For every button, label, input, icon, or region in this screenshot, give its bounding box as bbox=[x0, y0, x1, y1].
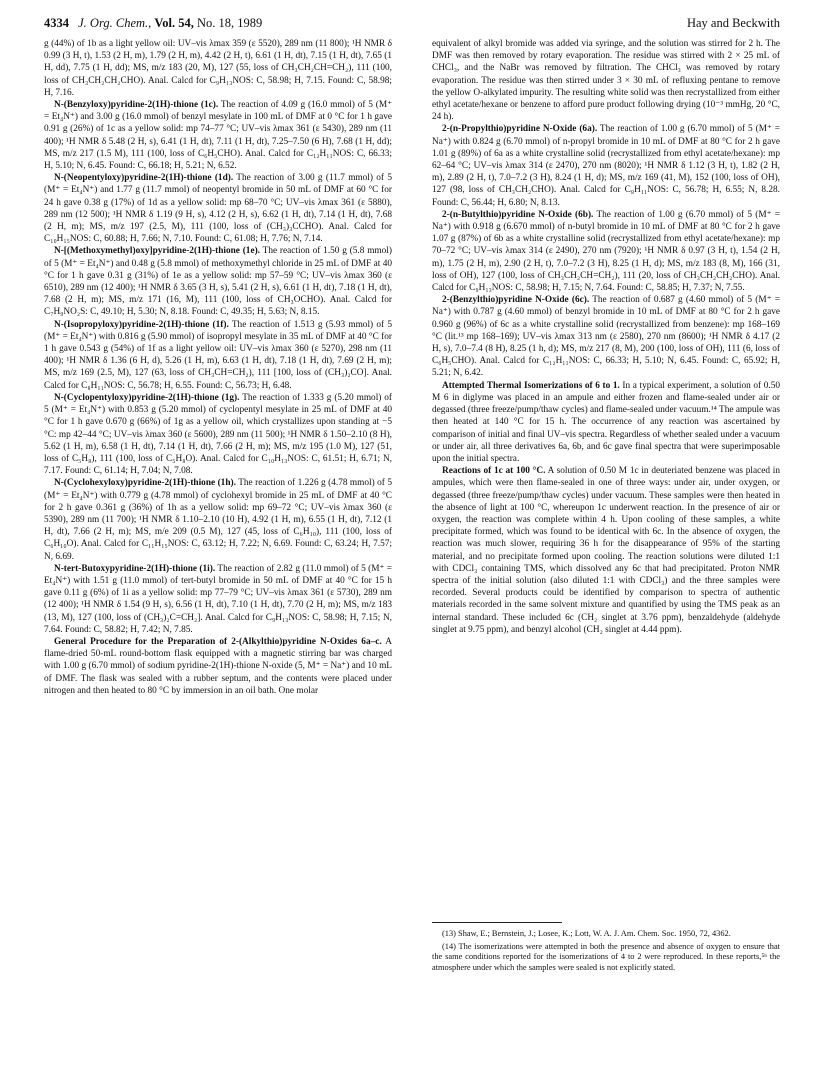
paragraph-compound-1g: N-(Cyclopentyloxy)pyridine-2(1H)-thione (1g). The reaction of 1.333 g (5.20 mmol) of 5 (M⁺ = Et₄N⁺) with 0.853 g (5.20 mmol) of cyclopentyl mesylate in 25 mL of DMF at 40 °C for 1 h gave 0.670 g (66%) of 1g as a yellow oil, which crystallizes upon standing at −5 °C: mp 42–44 °C; UV–vis λmax 360 (ε 5600), 289 nm (11 500); ¹H NMR δ 1.50–2.10 (8 H), 5.62 (1 H, m), 6.58 (1 H, dt), 7.14 (1 H, dt), 7.66 (2 H, m); MS, m/z 195 (1.0 M), 127 (51, loss of C₅H₈), 111 (100, loss of C₅H₈O). Anal. Calcd for C₁₀H₁₃NOS: C, 61.51; H, 6.71; N, 7.17. Found: C, 61.14; H, 7.04; N, 7.08. bbox=[44, 392, 393, 477]
paragraph-compound-6a: 2-(n-Propylthio)pyridine N-Oxide (6a). The reaction of 1.00 g (6.70 mmol) of 5 (M⁺ = Na⁺) with 0.824 g (6.70 mmol) of n-propyl bromide in 10 mL of DMF at 80 °C for 2 h gave 1.01 g (89%) of 6a as a white crystalline solid (recrystallized from ethyl acetate/hexane): mp 62–64 °C; UV–vis λmax 314 (ε 2470), 270 nm (8020); ¹H NMR δ 1.12 (3 H, t), 1.82 (2 H, m), 2.89 (2 H, t), 7.0–7.2 (3 H), 8.24 (1 H, d); MS, m/z 169 (41, M), 152 (100, loss of OH), 127 (98, loss of CH₃CH₂CHO). Anal. Calcd for C₈H₁₁NOS: C, 56.78; H, 6.55; N, 8.28. Found: C, 56.44; H, 6.80; N, 8.13. bbox=[432, 124, 781, 208]
paragraph-compound-6b: 2-(n-Butylthio)pyridine N-Oxide (6b). The reaction of 1.00 g (6.70 mmol) of 5 (M⁺ = Na⁺) with 0.918 g (6.670 mmol) of n-butyl bromide in 10 mL of DMF at 80 °C for 2 h gave 1.07 g (87%) of 6b as a white crystalline solid (recrystallized from ethyl acetate/hexane): mp 70–72 °C; UV–vis λmax 314 (ε 2490), 270 nm (7920); ¹H NMR δ 0.97 (3 H, t), 1.54 (2 H, m), 1.75 (2 H, m), 2.90 (2 H, t), 7.0–7.2 (3 H), 8.25 (1 H, d); MS, m/z 183 (8, M), 166 (31, loss of OH), 127 (100, loss of CH₃CH₂CH=CH₂), 111 (20, loss of CH₃CH₂CH₂CHO). Anal. Calcd for C₉H₁₃NOS: C, 58.98; H, 7.15; N, 7.64. Found: C, 58.85; H, 7.37; N, 7.55. bbox=[432, 209, 781, 294]
paragraph-procedure-continued: equivalent of alkyl bromide was added via syringe, and the solution was stirred for 2 h. The DMF was then removed by rotary evaporation. The residue was stirred with 2 × 25 mL of CHCl₃, and the NaBr was removed by filtration. The CHCl₃ was removed by rotary evaporation. The residue was then stirred under 3 × 30 mL of refluxing pentane to remove the yellow O-alkylated impurity. The resulting white solid was then recrystallized from either ethyl acetate/hexane or benzene to afford pure product following drying (10⁻³ mmHg, 20 °C, 24 h). bbox=[432, 39, 780, 123]
section-heading: General Procedure for the Preparation of 2-(Alkylthio)pyridine N-Oxides 6a–c. bbox=[54, 636, 382, 647]
paragraph-thermal-isomerizations: Attempted Thermal Isomerizations of 6 to 1. In a typical experiment, a solution of 0.50 M 6 in diglyme was placed in an ampule and either frozen and flame-sealed under air or degassed (three freeze/pump/thaw cycles) and flame-sealed under vacuum.¹⁴ The ampule was then heated at 140 °C for 15 h. The occurrence of any reaction was ascertained by comparison of initial and final UV–vis spectra. Regardless of whether sealed under a vacuum or under air, all three derivatives 6a, 6b, and 6c gave final spectra that were superimposable upon the initial spectra. bbox=[432, 380, 781, 464]
compound-heading: 2-(n-Butylthio)pyridine N-Oxide (6b). bbox=[442, 209, 594, 220]
compound-heading: N-tert-Butoxypyridine-2(1H)-thione (1i). bbox=[54, 563, 216, 574]
left-column bbox=[44, 38, 392, 697]
journal-issue: No. 18, 1989 bbox=[197, 16, 263, 30]
page-number: 4334 bbox=[44, 16, 69, 30]
header-authors: Hay and Beckwith bbox=[686, 16, 780, 30]
right-column bbox=[432, 38, 780, 636]
compound-heading: N-(Isopropyloxy)pyridine-2(1H)-thione (1f). bbox=[54, 319, 229, 330]
journal-page bbox=[44, 16, 780, 1056]
paragraph-1b-continued: g (44%) of 1b as a light yellow oil: UV–vis λmax 359 (ε 5520), 289 nm (11 800); ¹H NMR δ 0.99 (3 H, t), 1.53 (2 H, m), 1.79 (2 H, m), 4.42 (2 H, t), 6.61 (1 H, dt), 7.15 (1 H, dt), 7.65 (1 H, dd), 7.75 (1 H, dd); MS, m/z 183 (20, M), 127 (55, loss of CH₃CH₂CH=CH₂), 111 (100, loss of CH₃CH₂CH₂CHO). Anal. Calcd for C₉H₁₃NOS: C, 58.98; H, 7.15. Found: C, 58.98; H, 7.16. bbox=[44, 39, 392, 98]
journal-name: J. Org. Chem., bbox=[78, 16, 152, 30]
footnote-rule bbox=[432, 922, 562, 923]
compound-heading: N-(Neopentyloxy)pyridine-2(1H)-thione (1d). bbox=[54, 173, 234, 184]
compound-heading: N-(Cyclohexyloxy)pyridine-2(1H)-thione (1h). bbox=[54, 478, 236, 489]
footnotes bbox=[432, 922, 780, 975]
compound-heading: N-[(Methoxymethyl)oxy]pyridine-2(1H)-thione (1e). bbox=[54, 246, 260, 257]
running-header bbox=[44, 16, 780, 36]
section-heading: Attempted Thermal Isomerizations of 6 to 1. bbox=[442, 380, 620, 391]
footnote-13: (13) Shaw, E.; Bernstein, J.; Losee, K.; Lott, W. A. J. Am. Chem. Soc. 1950, 72, 4362. bbox=[442, 929, 731, 938]
paragraph-compound-1f: N-(Isopropyloxy)pyridine-2(1H)-thione (1f). The reaction of 1.513 g (5.93 mmol) of 5 (M⁺ = Et₄N⁺) with 0.816 g (5.90 mmol) of isopropyl mesylate in 35 mL of DMF at 40 °C for 1 h gave 0.543 g (54%) of 1f as a light yellow oil: UV–vis λmax 360 (ε 5270), 298 nm (11 400); ¹H NMR δ 1.36 (6 H, d), 5.26 (1 H, m), 6.63 (1 H, dt), 7.18 (1 H, dt), 7.69 (2 H, m); MS, m/z 169 (2.5, M), 127 (63, loss of CH₃CH=CH₂), 111 [100, loss of (CH₃)₂CO]. Anal. Calcd for C₈H₁₁NOS: C, 56.78; H, 6.55. Found: C, 56.73; H, 6.48. bbox=[44, 319, 392, 391]
journal-volume: Vol. 54, bbox=[154, 16, 194, 30]
paragraph-compound-1h: N-(Cyclohexyloxy)pyridine-2(1H)-thione (1h). The reaction of 1.226 g (4.78 mmol) of 5 (M⁺ = Et₄N⁺) with 0.779 g (4.78 mmol) of cyclohexyl bromide in 25 mL of DMF at 40 °C for 2 h gave 0.361 g (36%) of 1h as a yellow solid: mp 69–72 °C; UV–vis λmax 360 (ε 5390), 289 nm (11 700); ¹H NMR δ 1.10–2.10 (10 H), 4.92 (1 H, m), 6.55 (1 H, dt), 7.12 (1 H, dt), 7.66 (2 H, m); MS, m/e 209 (0.5 M), 127 (45, loss of C₆H₁₀), 111 (100, loss of C₆H₁₀O). Anal. Calcd for C₁₁H₁₅NOS: C, 63.12; H, 7.22; N, 6.69. Found: C, 63.24; H, 7.57; N, 6.69. bbox=[44, 478, 392, 562]
paragraph-general-procedure: General Procedure for the Preparation of 2-(Alkylthio)pyridine N-Oxides 6a–c. A flame-dried 50-mL round-bottom flask equipped with a magnetic stirring bar was charged with 1.00 g (6.70 mmol) of sodium pyridine-2(1H)-thione N-oxide (5, M⁺ = Na⁺) and 10 mL of DMF. The flask was sealed with a rubber septum, and the contents were placed under nitrogen and then heated to 80 °C by immersion in an oil bath. One molar bbox=[44, 636, 393, 696]
compound-heading: N-(Benzyloxy)pyridine-2(1H)-thione (1c). bbox=[54, 100, 219, 111]
paragraph-compound-1d: N-(Neopentyloxy)pyridine-2(1H)-thione (1d). The reaction of 3.00 g (11.7 mmol) of 5 (M⁺ = Et₄N⁺) and 1.77 g (11.7 mmol) of neopentyl bromide in 50 mL of DMF at 60 °C for 24 h gave 0.38 g (17%) of 1d as a yellow solid: mp 68–70 °C; UV–vis λmax 361 (ε 5880), 289 nm (12 500); ¹H NMR δ 1.19 (9 H, s), 4.12 (2 H, s), 6.62 (1 H, dt), 7.14 (1 H, dt), 7.68 (2 H, m); MS, m/z 197 (2.5, M), 111 (100, loss of (CH₃)₃CCHO). Anal. Calcd for C₁₀H₁₅NOS: C, 60.88; H, 7.66; N, 7.10. Found: C, 61.08; H, 7.76; N, 7.14. bbox=[44, 173, 392, 245]
compound-heading: 2-(n-Propylthio)pyridine N-Oxide (6a). bbox=[442, 124, 598, 135]
paragraph-reactions-1c: Reactions of 1c at 100 °C. A solution of 0.50 M 1c in deuteriated benzene was placed in ampules, which were then flame-sealed in one of three ways: under air, under oxygen, or degassed (three freeze/pump/thaw cycles) under vacuum. These samples were then heated in the absence of light at 100 °C, whereupon 1c underwent reaction. In the presence of air or oxygen, the reaction was complete within 4 h. Upon cooling of these samples, a white precipitate formed, which was found to be identical with 6c. In the absence of oxygen, the reaction was much slower, requiring 36 h for the disappearance of 95% of the starting material, and no precipitate formed upon cooling. The reaction solutions were diluted 1:1 with CDCl₃ containing TMS, which dissolved any 6c that had precipitated. Proton NMR spectra of the initial solution (also diluted 1:1 with CDCl₃) and the three samples were recorded. Several products could be identified by comparison to spectra of authentic materials recorded in the same solvent mixture and quantified by using the TMS peak as an internal standard. These included 6c (CH₂ singlet at 3.76 ppm), benzaldehyde (aldehyde singlet at 9.75 ppm), and benzyl alcohol (CH₂ singlet at 4.44 ppm). bbox=[432, 466, 780, 635]
section-heading: Reactions of 1c at 100 °C. bbox=[442, 466, 546, 477]
footnote-14: (14) The isomerizations were attempted in both the presence and absence of oxygen to ensure that the same conditions reported for the isomerizations of 4 to 2 were reproduced. In these reports,⁵ᵇ the atmosphere under which the samples were sealed is not explicitly stated. bbox=[432, 941, 780, 972]
compound-heading: 2-(Benzylthio)pyridine N-Oxide (6c). bbox=[442, 295, 590, 306]
paragraph-compound-1i: N-tert-Butoxypyridine-2(1H)-thione (1i). The reaction of 2.82 g (11.0 mmol) of 5 (M⁺ = Et₄N⁺) with 1.51 g (11.0 mmol) of tert-butyl bromide in 50 mL of DMF at 40 °C for 15 h gave 0.11 g (6%) of 1i as a yellow solid: mp 77–79 °C; UV–vis λmax 361 (ε 5730), 289 nm (12 400); ¹H NMR δ 1.54 (9 H, s), 6.56 (1 H, dt), 7.10 (1 H, dt), 7.70 (2 H, m); MS, m/z 183 (13, M), 127 (100, loss of (CH₃)₂C=CH₂]. Anal. Calcd for C₉H₁₃NOS: C, 58.98; H, 7.15; N, 7.64. Found: C, 58.82; H, 7.42; N, 7.85. bbox=[44, 563, 393, 635]
paragraph-compound-1c: N-(Benzyloxy)pyridine-2(1H)-thione (1c). The reaction of 4.09 g (16.0 mmol) of 5 (M⁺ = Et₄N⁺) and 3.00 g (16.0 mmol) of benzyl mesylate in 100 mL of DMF at 0 °C for 1 h gave 0.91 g (26%) of 1c as a yellow solid: mp 74–77 °C; UV–vis λmax 361 (ε 5430), 289 nm (11 400); ¹H NMR δ 5.48 (2 H, s), 6.41 (1 H, dt), 7.11 (1 H, dt), 7.25–7.50 (6 H), 7.68 (1 H, dd); MS, m/z 217 (1.5 M), 111 (100, loss of C₆H₅CHO). Anal. Calcd for C₁₂H₁₁NOS: C, 66.33; H, 5.10; N, 6.45. Found: C, 66.18; H, 5.21; N, 6.52. bbox=[44, 100, 392, 172]
paragraph-compound-1e: N-[(Methoxymethyl)oxy]pyridine-2(1H)-thione (1e). The reaction of 1.50 g (5.8 mmol) of 5 (M⁺ = Et₄N⁺) and 0.48 g (5.8 mmol) of methoxymethyl chloride in 25 mL of DMF at 40 °C for 1 h gave 0.31 g (31%) of 1e as a yellow solid: mp 57–59 °C; UV–vis λmax 360 (ε 6510), 289 nm (12 400); ¹H NMR δ 3.65 (3 H, s), 5.41 (2 H, s), 6.61 (1 H, dt), 7.18 (1 H, dt), 7.68 (2 H, m); MS, m/z 171 (16, M), 111 (100, loss of CH₃OCHO). Anal. Calcd for C₇H₉NO₂S: C, 49.10; H, 5.30; N, 8.18. Found: C, 49.35; H, 5.63; N, 8.15. bbox=[44, 246, 392, 318]
paragraph-compound-6c: 2-(Benzylthio)pyridine N-Oxide (6c). The reaction of 0.687 g (4.60 mmol) of 5 (M⁺ = Na⁺) with 0.787 g (4.60 mmol) of benzyl bromide in 10 mL of DMF at 80 °C for 2 h gave 0.960 g (96%) of 6c as a white crystalline solid (recrystallized from benzene): mp 168–169 °C (lit.¹³ mp 168–169); UV–vis λmax 313 nm (ε 2580), 270 nm (8600); ¹H NMR δ 4.17 (2 H, s), 7.0–7.4 (8 H), 8.25 (1 h, d); MS, m/z 217 (8, M), 200 (100, loss of OH), 111 (6, loss of C₆H₅CHO). Anal. Calcd for C₁₂H₁₁NOS: C, 66.33; H, 5.10; N, 6.45. Found: C, 65.92; H, 5.21; N, 6.42. bbox=[432, 295, 780, 379]
header-citation bbox=[44, 16, 262, 31]
compound-heading: N-(Cyclopentyloxy)pyridine-2(1H)-thione (1g). bbox=[54, 392, 240, 403]
